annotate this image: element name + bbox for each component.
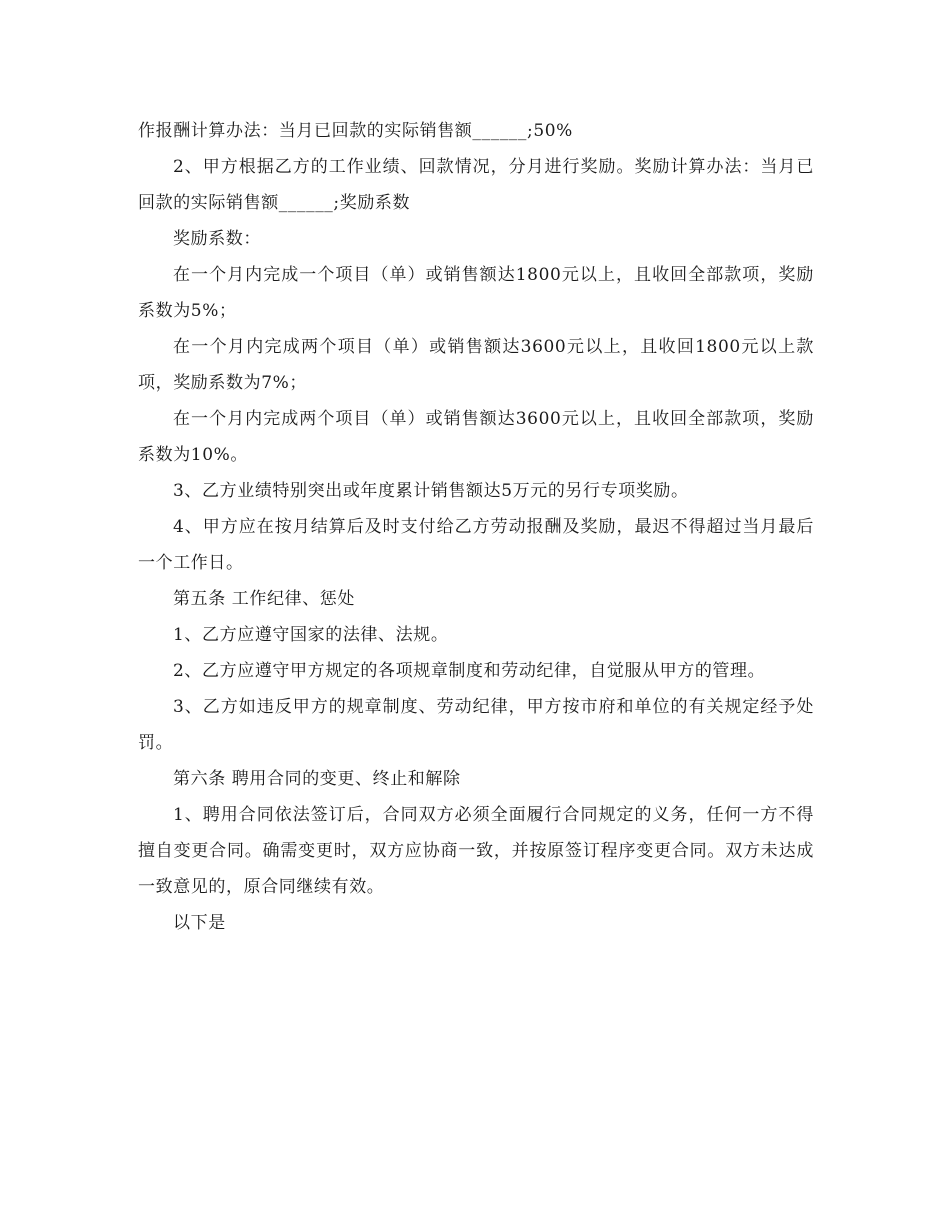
paragraph-obey-laws: 1、乙方应遵守国家的法律、法规。 — [173, 625, 449, 645]
paragraph-bonus-coefficient-heading: 奖励系数： — [173, 229, 261, 249]
document-body — [138, 113, 814, 941]
paragraph-obey-rules: 2、乙方应遵守甲方规定的各项规章制度和劳动纪律，自觉服从甲方的管理。 — [173, 661, 766, 681]
paragraph-coefficient-7-percent: 在一个月内完成两个项目（单）或销售额达3600元以上，且收回1800元以上款项，奖励系数为7%； — [138, 337, 814, 393]
section-heading-article-5: 第五条 工作纪律、惩处 — [173, 589, 356, 609]
paragraph-monthly-bonus: 2、甲方根据乙方的工作业绩、回款情况，分月进行奖励。奖励计算办法：当月已回款的实际销售额______;奖励系数 — [138, 157, 814, 213]
paragraph-contract-change: 1、聘用合同依法签订后，合同双方必须全面履行合同规定的义务，任何一方不得擅自变更合同。确需变更时，双方应协商一致，并按原签订程序变更合同。双方未达成一致意见的，原合同继续有效。 — [138, 805, 814, 897]
paragraph-coefficient-10-percent: 在一个月内完成两个项目（单）或销售额达3600元以上，且收回全部款项，奖励系数为10%。 — [138, 409, 814, 465]
paragraph-payment-deadline: 4、甲方应在按月结算后及时支付给乙方劳动报酬及奖励，最迟不得超过当月最后一个工作日。 — [138, 517, 814, 573]
section-heading-article-6: 第六条 聘用合同的变更、终止和解除 — [173, 769, 461, 789]
paragraph-special-bonus: 3、乙方业绩特别突出或年度累计销售额达5万元的另行专项奖励。 — [173, 481, 689, 501]
paragraph-penalties: 3、乙方如违反甲方的规章制度、劳动纪律，甲方按市府和单位的有关规定经予处罚。 — [138, 697, 814, 753]
paragraph-coefficient-5-percent: 在一个月内完成一个项目（单）或销售额达1800元以上，且收回全部款项，奖励系数为5%； — [138, 265, 814, 321]
paragraph-trailing-text: 以下是 — [173, 913, 226, 933]
paragraph-remuneration-formula: 作报酬计算办法：当月已回款的实际销售额______;50% — [138, 121, 573, 141]
